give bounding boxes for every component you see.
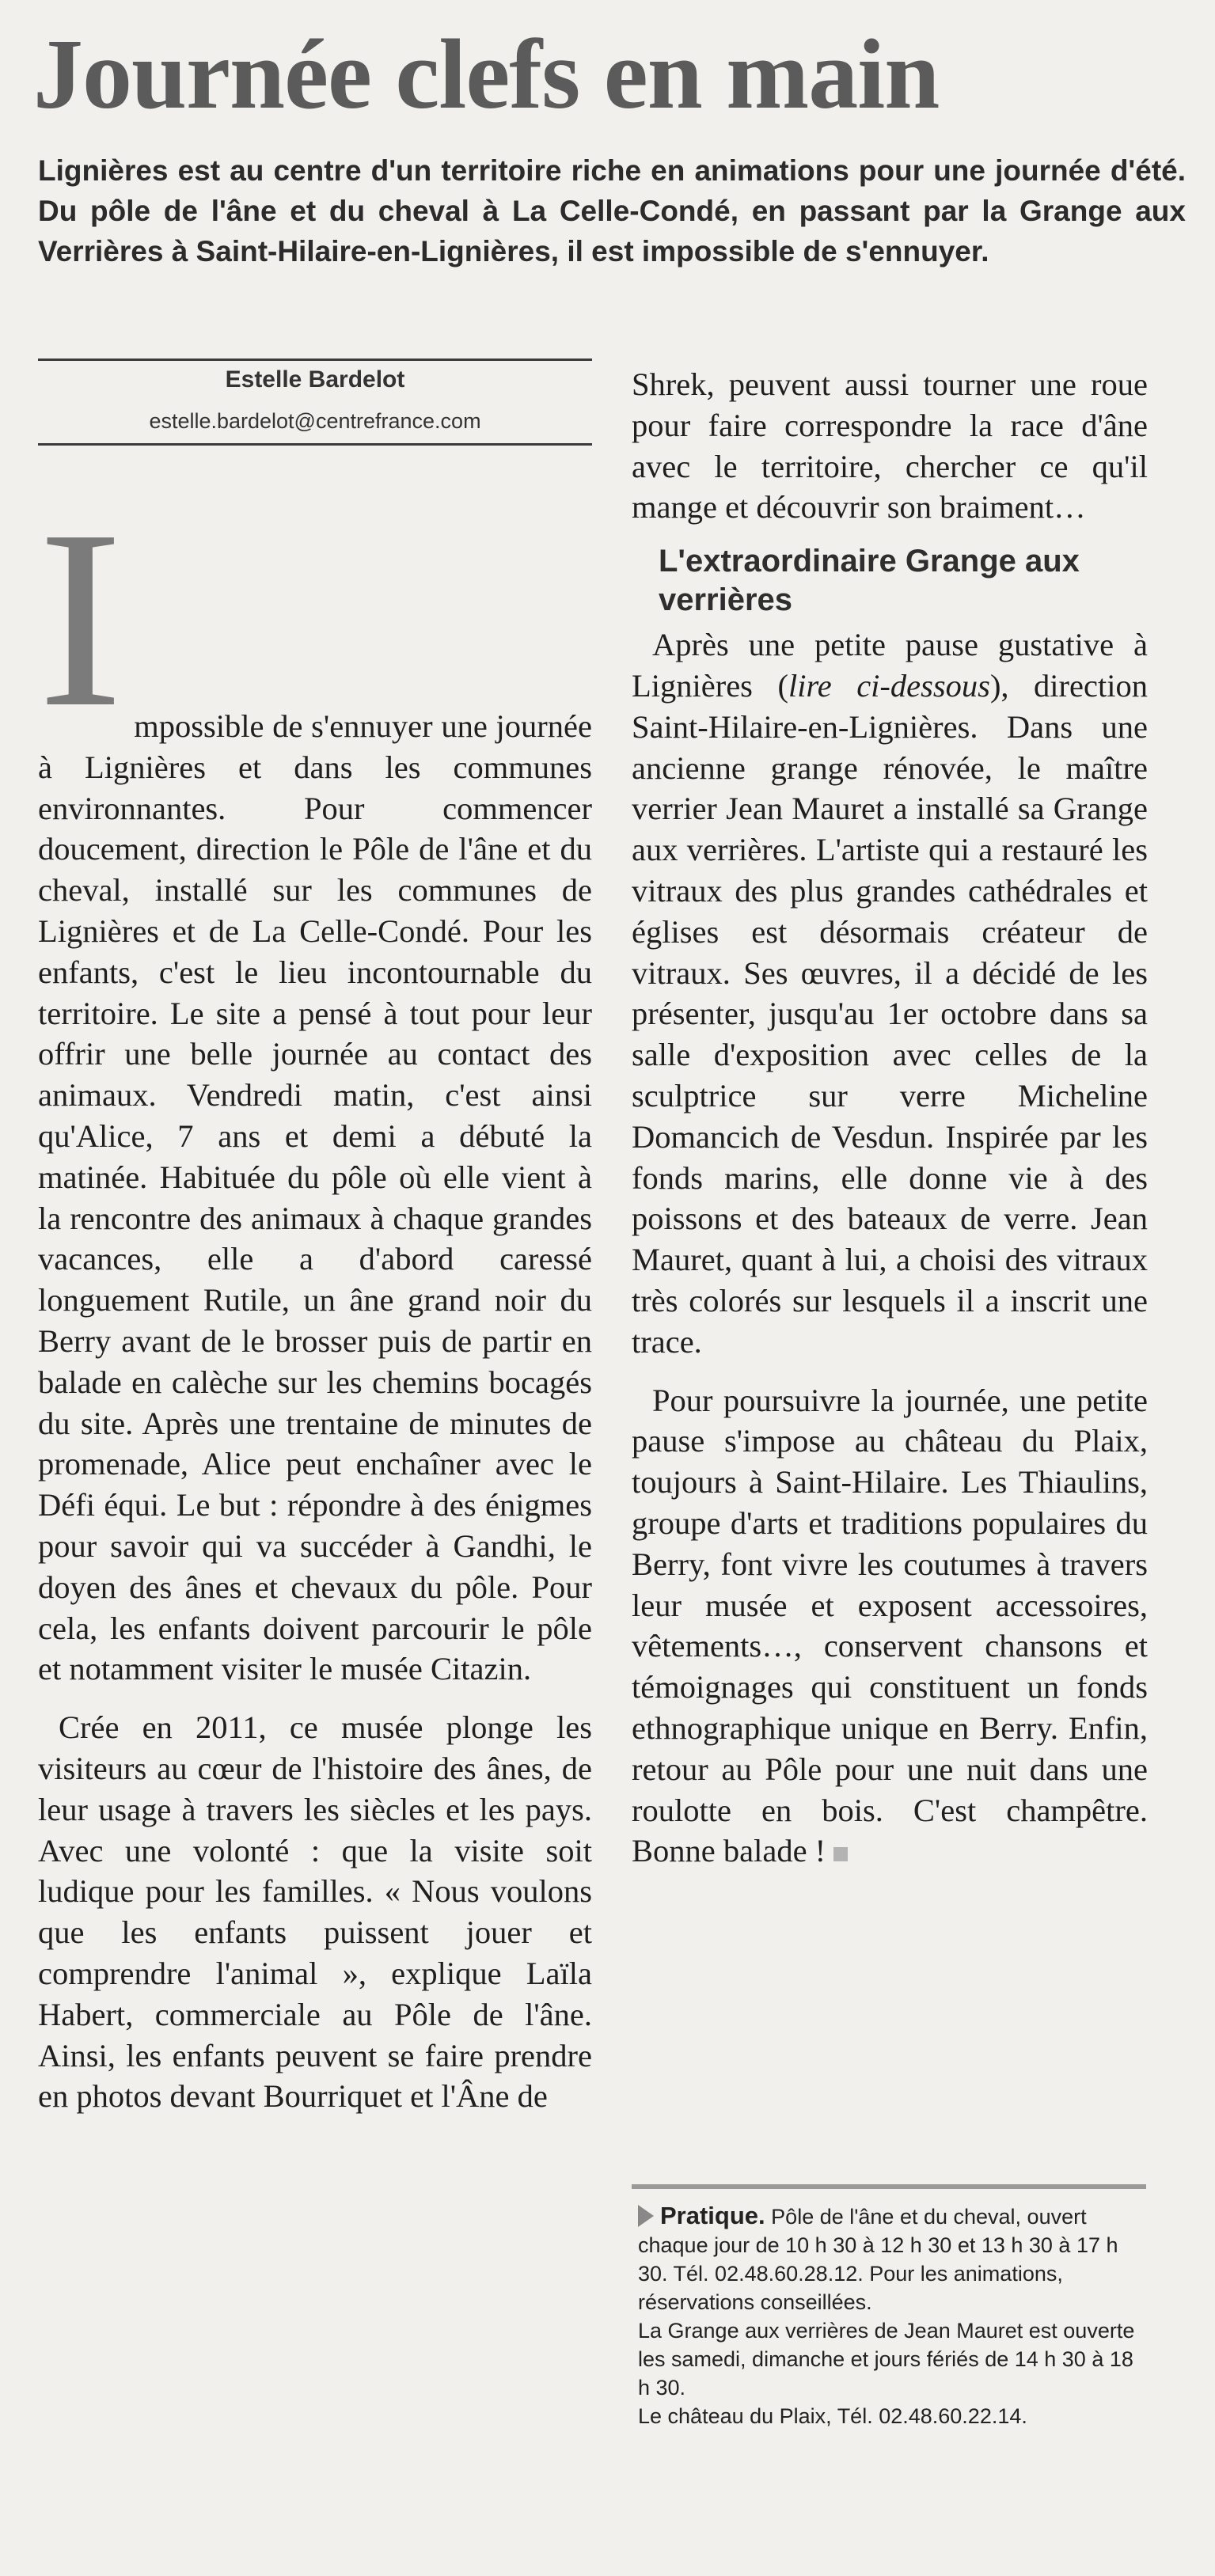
paragraph-grange bbox=[632, 624, 1148, 1362]
paragraph-grange-rest: ), direction Saint-Hilaire-en-Lignières. Dans une ancienne grange rénovée, le maître verrier Jean Mauret a installé sa Grange aux verrières. L'artiste qui a restauré les vitraux des plus grandes cathédrales et églises est désormais créateur de vitraux. Ses œuvres, il a décidé de les présenter, jusqu'au 1er octobre dans sa salle d'exposition avec celles de la sculptrice sur verre Micheline Domancich de Vesdun. Inspirée par les fonds marins, elle donne vie à des poissons et des bateaux de verre. Jean Mauret, quant à lui, a choisi des vitraux très colorés sur lesquels il a inscrit une trace. bbox=[632, 667, 1149, 1360]
paragraph-intro-text: mpossible de s'ennuyer une journée à Lignières et dans les communes environnantes. Pour commencer doucement, direction le Pôle de l'âne et du cheval, installé sur les communes de Lignières et de La Celle-Condé. Pour les enfants, c'est le lieu incontournable du territoire. Le site a pensé à tout pour leur offrir une belle journée au contact des animaux. Vendredi matin, c'est ainsi qu'Alice, 7 ans et demi a débuté la matinée. Habituée du pôle où elle vient à la rencontre des animaux à chaque grandes vacances, elle a d'abord caressé longuement Rutile, un âne grand noir du Berry avant de le brosser puis de partir en balade en calèche sur les chemins bocagés du site. Après une trentaine de minutes de promenade, Alice peut enchaîner avec le Défi équi. Le but : répondre à des énigmes pour savoir qui va succéder à Gandhi, le doyen des ânes et chevaux du pôle. Pour cela, les enfants doivent parcourir le pôle et notamment visiter le musée Citazin. bbox=[38, 708, 592, 1687]
left-column bbox=[38, 477, 592, 2117]
pratique-box bbox=[638, 2202, 1145, 2430]
paragraph-musee: Crée en 2011, ce musée plonge les visiteurs au cœur de l'histoire des ânes, de leur usage à travers les siècles et les pays. Avec une volonté : que la visite soit ludique pour les familles. « Nous voulons que les enfants puissent jouer et comprendre l'animal », explique Laïla Habert, commerciale au Pôle de l'âne. Ainsi, les enfants peuvent se faire prendre en photos devant Bourriquet et l'Âne de bbox=[38, 1709, 592, 2115]
byline-email: estelle.bardelot@centrefrance.com bbox=[149, 409, 481, 433]
article-headline: Journée clefs en main bbox=[33, 20, 940, 130]
pratique-grange: La Grange aux verrières de Jean Mauret est ouverte les samedi, dimanche et jours fériés de 14 h 30 à 18 h 30. bbox=[638, 2319, 1135, 2400]
subheading-grange: L'extraordinaire Grange aux verrières bbox=[659, 544, 1080, 618]
paragraph-plaix bbox=[632, 1380, 1148, 1872]
byline-top-rule bbox=[38, 359, 592, 361]
end-of-article-mark bbox=[833, 1847, 848, 1861]
article-lead: Lignières est au centre d'un territoire riche en animations pour une journée d'été. Du pôle de l'âne et du cheval à La Celle-Condé, en passant par la Grange aux Verrières à Saint-Hilaire-en-Lignières, il est impossible de s'ennuyer. bbox=[38, 154, 1186, 267]
byline-bottom-rule bbox=[38, 443, 592, 446]
pratique-plaix: Le château du Plaix, Tél. 02.48.60.22.14. bbox=[638, 2404, 1027, 2428]
paragraph-grange-italic: lire ci-dessous bbox=[788, 667, 990, 704]
paragraph-shrek: Shrek, peuvent aussi tourner une roue pour faire correspondre la race d'âne avec le territoire, chercher ce qu'il mange et découvrir son braiment… bbox=[632, 366, 1148, 525]
byline-author: Estelle Bardelot bbox=[225, 366, 405, 393]
pratique-divider bbox=[632, 2184, 1146, 2189]
paragraph-grange-start: Après une petite pause gustative à Lignières ( bbox=[632, 627, 1148, 704]
pratique-label: Pratique. bbox=[660, 2202, 765, 2229]
drop-cap: I bbox=[38, 477, 123, 760]
arrow-icon bbox=[638, 2205, 654, 2227]
right-column bbox=[632, 364, 1148, 1872]
pratique-pole-text: Pôle de l'âne et du cheval, ouvert chaque jour de 10 h 30 à 12 h 30 et 13 h 30 à 17 h 30. Tél. 02.48.60.28.12. Pour les animations, réservations conseillées. bbox=[638, 2205, 1118, 2314]
paragraph-plaix-text: Pour poursuivre la journée, une petite pause s'impose au château du Plaix, toujours à Saint-Hilaire. Les Thiaulins, groupe d'arts et traditions populaires du Berry, font vivre les coutumes à travers leur musée et exposent accessoires, vêtements…, conservent chansons et témoignages qui constituent un fonds ethnographique unique en Berry. Enfin, retour au Pôle pour une nuit dans une roulotte en bois. C'est champêtre. Bonne balade ! bbox=[632, 1382, 1148, 1869]
pratique-pole bbox=[638, 2202, 1145, 2316]
